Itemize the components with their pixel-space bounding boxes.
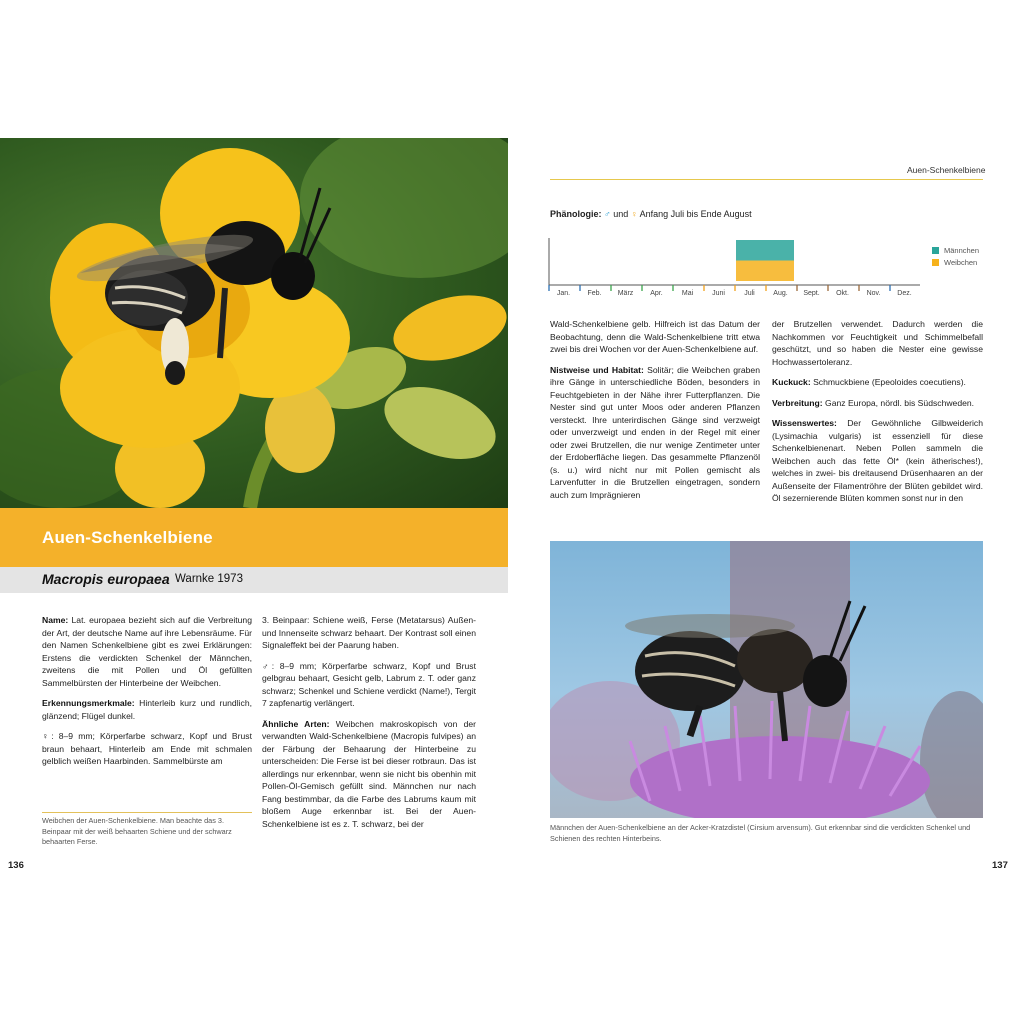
phenology-chart	[548, 236, 920, 298]
text-distribution: Ganz Europa, nördl. bis Südschweden.	[822, 397, 975, 408]
running-head: Auen-Schenkelbiene	[907, 165, 986, 175]
female-symbol-icon: ♀	[42, 731, 52, 741]
label-name: Name:	[42, 615, 69, 625]
text-facts: Der Gewöhnliche Gilbweiderich (Lysimachia vulgaris) ist essenziell für diese Schenkelbienenart. Neben Pollen sammeln die Weibchen auch das fette Öl* (kein ätherisches!), welches in zwei- bis dreitausend Drüsenhaaren an der Außenseite der Filamentröhre der Blüten gebildet wird. Öl sezernierende Blüten kommen sonst nur in den	[772, 418, 983, 503]
bee-on-yellow-flower-photo	[0, 138, 508, 508]
common-name: Auen-Schenkelbiene	[42, 528, 213, 547]
paragraph-features	[42, 697, 252, 722]
month-label: Jan.	[556, 290, 571, 297]
text-cuckoo: Schmuckbiene (Epeoloides coecutiens).	[810, 377, 966, 387]
paragraph-brood: der Brutzellen verwendet. Dadurch werden die Nachkommen vor Feuchtigkeit und Schimmelbefall geschützt, und so haben die Nester eine gewisse Hochwassertoleranz.	[772, 319, 983, 367]
female-symbol-icon: ♀	[630, 209, 638, 219]
month-label: Aug.	[773, 290, 788, 297]
legend-label-male: Männchen	[944, 246, 980, 255]
legend-swatch-male	[932, 247, 939, 254]
month-label: Sept.	[803, 290, 820, 297]
bee-flower-illustration	[0, 138, 508, 508]
label-similar: Ähnliche Arten:	[262, 718, 330, 729]
paragraph-legs: 3. Beinpaar: Schiene weiß, Ferse (Metatarsus) Außen- und Innenseite schwarz behaart. Der Kontrast soll einen Signaleffekt bei der Paarung haben.	[262, 615, 476, 650]
paragraph-continuation: Wald-Schenkelbiene gelb. Hilfreich ist das Datum der Beobachtung, denn die Wald-Schenkelbiene tritt etwa zwei bis drei Wochen vor der Auen-Schenkelbiene auf.	[550, 319, 760, 354]
caption-divider	[42, 812, 252, 813]
right-page-column-2	[772, 318, 983, 513]
right-photo-caption: Männchen der Auen-Schenkelbiene an der Acker-Kratzdistel (Cirsium arvensum). Gut erkennbar sind die verdickten Schenkel und Schienen des rechten Hinterbeins.	[550, 823, 971, 843]
phenology-chart-svg	[548, 236, 920, 298]
right-page-column-1	[550, 318, 760, 509]
legend-swatch-female	[932, 259, 939, 266]
paragraph-similar	[262, 718, 476, 831]
text-nesting: Solitär; die Weibchen graben ihre Gänge in unterschiedliche Böden, besonders in Feuchtgebieten in der Nähe ihrer Futterpflanzen. Die Nester sind gut unter Moos oder anderen Pflanzen versteckt. Ihre unterirdischen Gänge sind verzweigt oder unverzweigt und enden in der Regel mit einer oder zwei Brutzellen, die nur wenige Zentimeter unter der Erdoberfläche liegen. Das gesammelte Pflanzenöl (s. u.) wird nicht nur mit Pollen gemischt als Larvenfutter in die Brutzellen eingetragen, sondern auch zum Imprägnieren	[550, 364, 760, 500]
paragraph-nesting	[550, 364, 760, 502]
paragraph-male	[262, 660, 476, 710]
month-label: Feb.	[587, 290, 602, 297]
label-features: Erkennungsmerkmale:	[42, 698, 135, 708]
legend-item-male	[932, 246, 979, 255]
text-similar: Weibchen makroskopisch von der verwandten Wald-Schenkelbiene (Macropis fulvipes) an der Färbung der Behaarung der Hinterbeine zu unterscheiden: Die Ferse ist bei dieser rotbraun. Das ist allerdings nur erkennbar, wenn sie nicht bis obenhin mit Pollen-Öl-Gemisch gefüllt sind. Männchen nur nach Fang bestimmbar, da die Farbe des Labrums kaum mit bloßem Auge erkennbar ist. Bei der Auen-Schenkelbiene ist es z. T. schwarz, bei der	[262, 718, 476, 829]
label-nesting: Nistweise und Habitat:	[550, 364, 644, 375]
text-name: Lat. europaea bezieht sich auf die Verbreitung der Art, der deutsche Name auf ihre Lebensräume. Für den Namen Schenkelbiene gibt es zwei Erklärungen: Erstens die verdickten Schenkel der Männchen, zweitens die mit Pollen und Öl gefüllten Sammelbürsten der Hinterbeine der Weibchen.	[42, 615, 252, 688]
paragraph-facts	[772, 417, 983, 505]
bee-thistle-illustration	[550, 541, 983, 818]
month-label: März	[617, 290, 634, 297]
phenology-line	[550, 209, 752, 219]
month-label: Dez.	[897, 290, 912, 297]
left-photo-caption: Weibchen der Auen-Schenkelbiene. Man beachte das 3. Beinpaar mit der weiß behaarten Schiene und der schwarz behaarten Ferse.	[42, 816, 232, 846]
phenology-bar-male	[736, 240, 794, 261]
phenology-bar-female	[736, 261, 794, 282]
running-head-rule	[550, 179, 983, 180]
page-number-left: 136	[8, 860, 24, 871]
month-label: Mai	[681, 290, 694, 297]
month-label: Juli	[744, 290, 755, 297]
label-facts: Wissenswertes:	[772, 418, 837, 428]
month-label: Apr.	[650, 290, 663, 297]
left-page-column-1	[42, 614, 252, 776]
left-page-column-2	[262, 614, 476, 838]
male-symbol-icon: ♂	[604, 209, 611, 219]
phenology-and: und	[613, 209, 629, 219]
phenology-text: Anfang Juli bis Ende August	[639, 209, 752, 219]
label-distribution: Verbreitung:	[772, 397, 823, 408]
author-citation: Warnke 1973	[175, 573, 243, 585]
bee-on-thistle-photo	[550, 541, 983, 818]
month-label: Juni	[712, 290, 725, 297]
legend-item-female	[932, 258, 979, 267]
text-female: : 8–9 mm; Körperfarbe schwarz, Kopf und Brust braun behaart, Hinterleib am Ende mit schmalen gelblich weißen Haarbinden. Sammelbürste am	[42, 731, 252, 766]
text-features: Hinterleib kurz und rundlich, glänzend; Flügel dunkel.	[42, 698, 252, 721]
scientific-name-band	[0, 567, 508, 593]
legend-label-female: Weibchen	[944, 258, 978, 267]
month-label: Okt.	[836, 290, 849, 297]
chart-legend	[932, 246, 979, 267]
latin-name: Macropis europaea	[42, 571, 170, 587]
paragraph-cuckoo	[772, 376, 983, 389]
male-symbol-icon: ♂	[262, 660, 272, 671]
paragraph-distribution	[772, 397, 983, 410]
species-title-band	[0, 508, 508, 567]
month-label: Nov.	[866, 290, 881, 297]
paragraph-female	[42, 730, 252, 768]
paragraph-name	[42, 614, 252, 689]
page-number-right: 137	[992, 860, 1008, 871]
text-male: : 8–9 mm; Körperfarbe schwarz, Kopf und Brust gelbgrau behaart, Gesicht gelb, Labrum z. T. oder ganz schwarz; Schenkel und Schiene verdickt (Name!), Tergit 7 zapfenartig verlängert.	[262, 660, 476, 708]
phenology-label: Phänologie:	[550, 209, 602, 219]
label-cuckoo: Kuckuck:	[772, 377, 811, 387]
